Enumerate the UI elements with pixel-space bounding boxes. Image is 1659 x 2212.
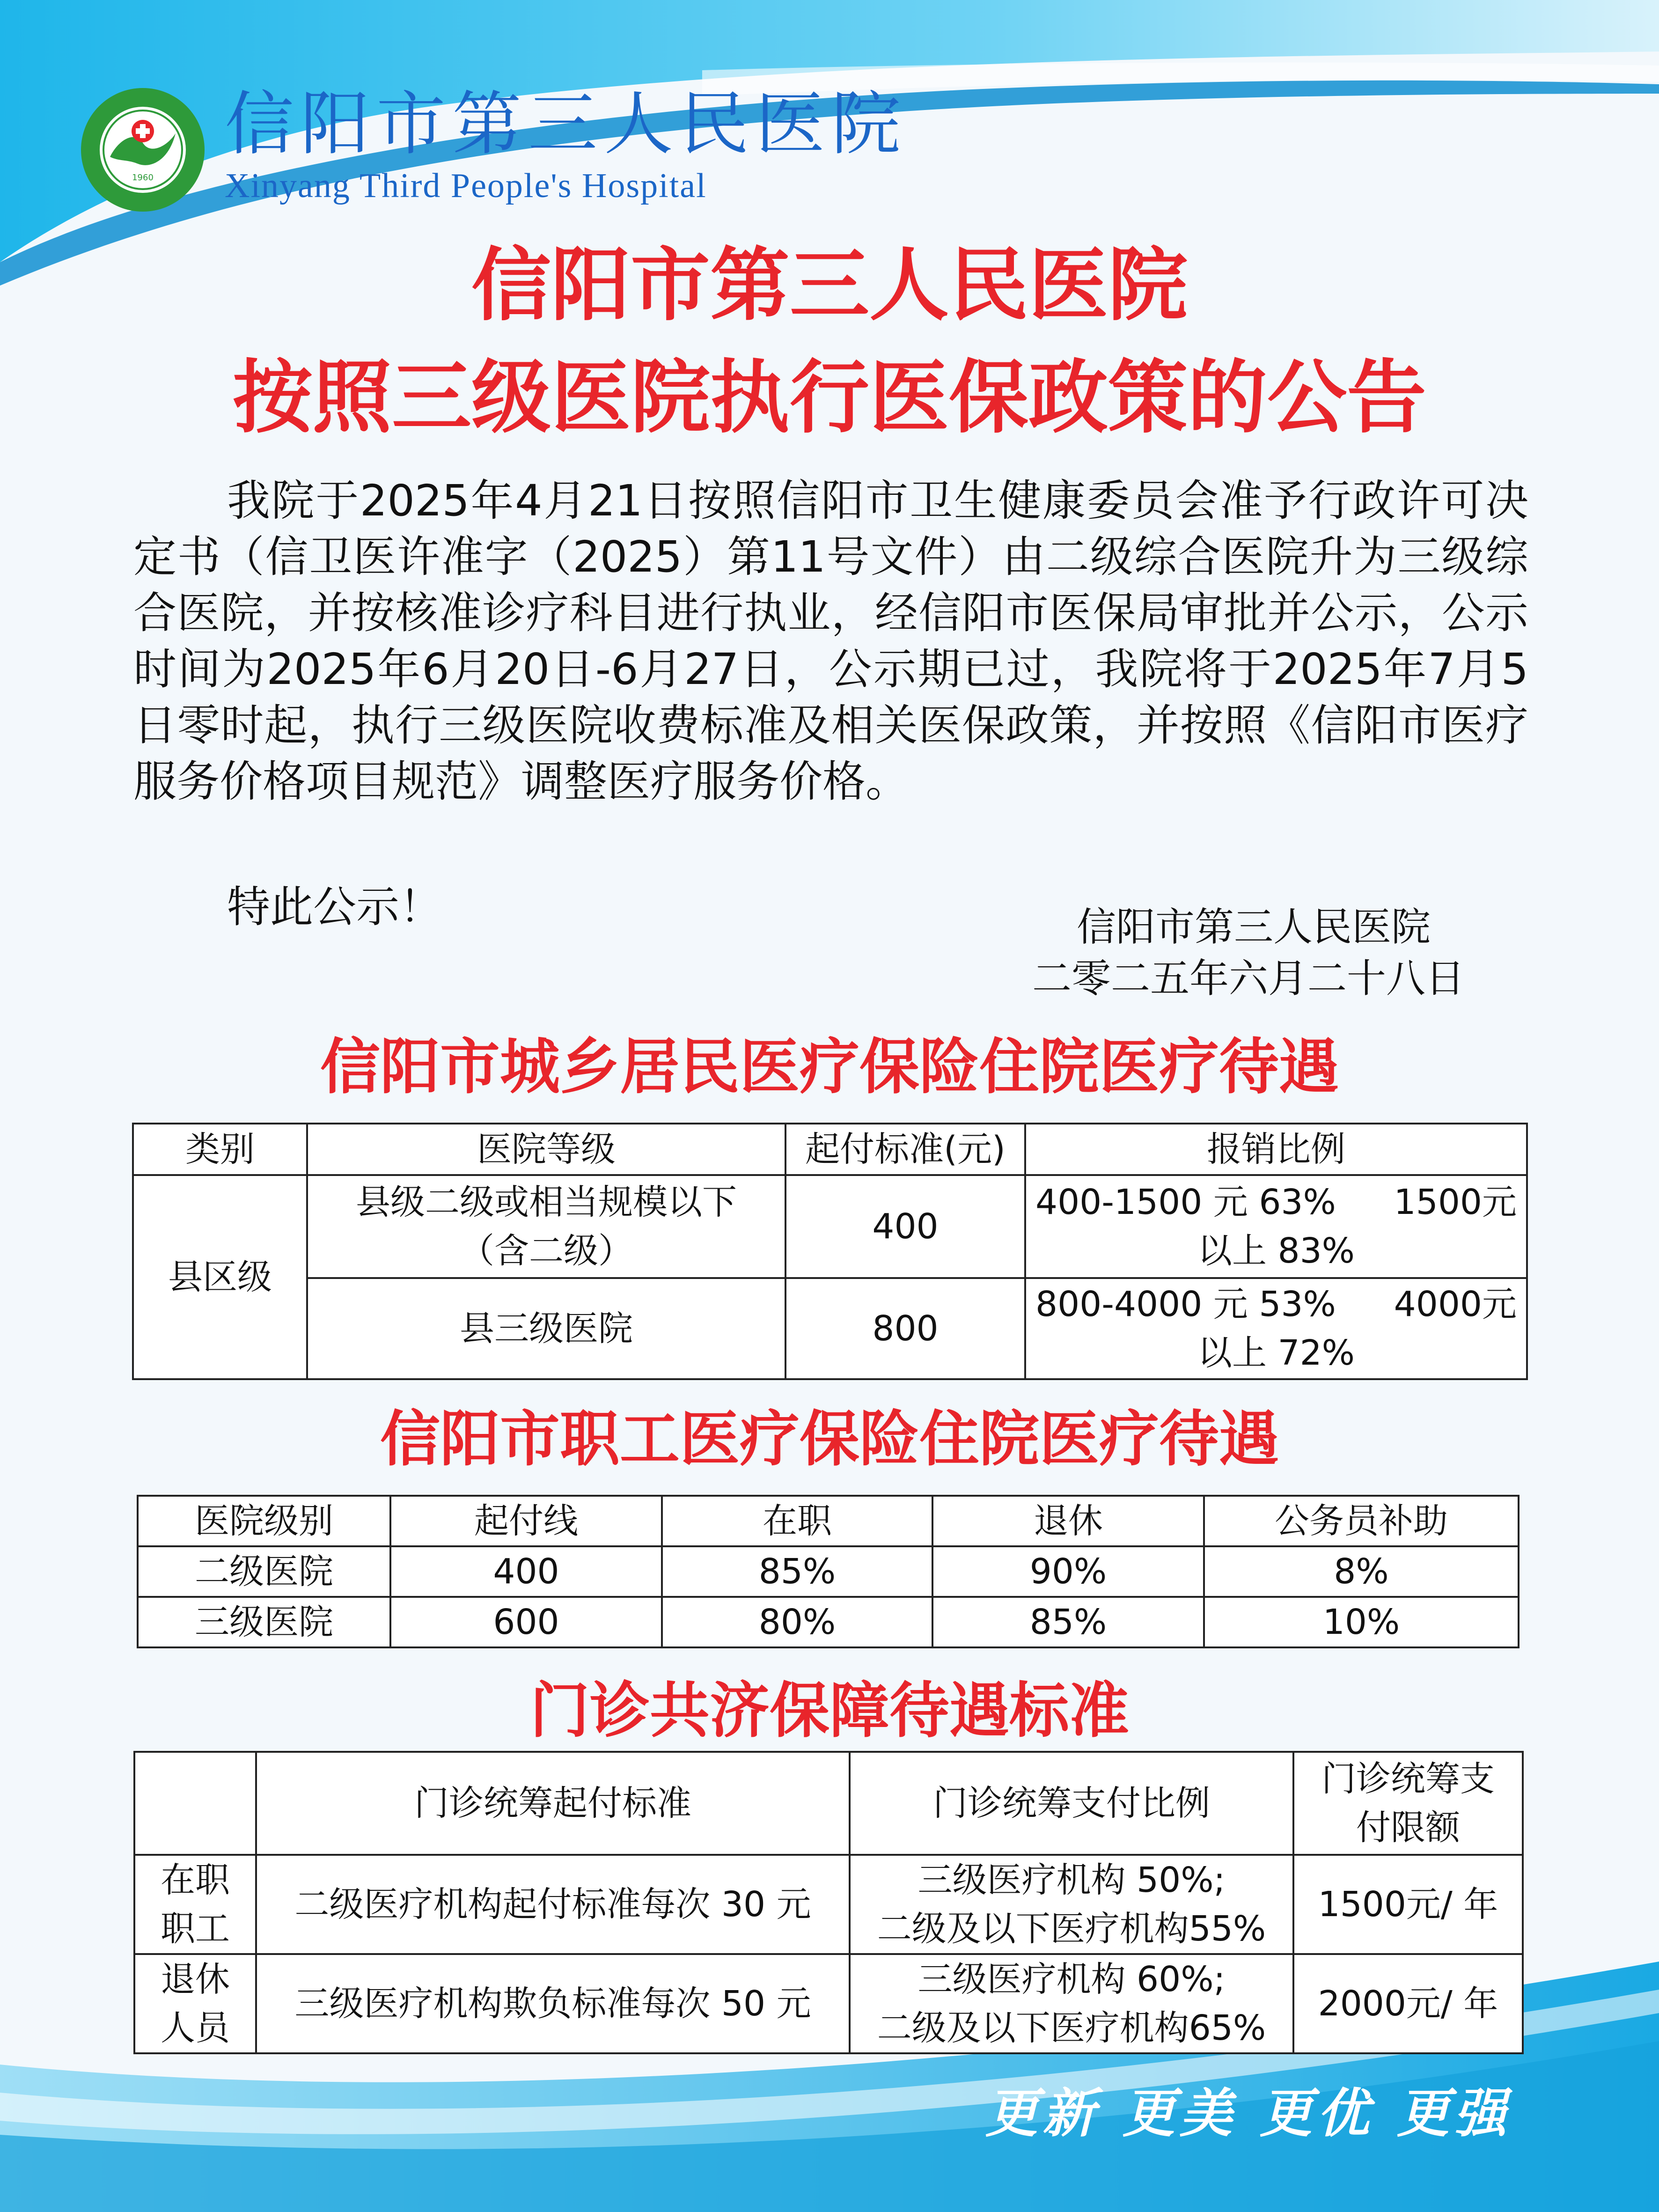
group-cell bbox=[134, 1855, 256, 1954]
table-cell: 85% bbox=[662, 1546, 932, 1597]
ratio-part: 以上 83% bbox=[1197, 1231, 1355, 1271]
notice-signature: 信阳市第三人民医院 bbox=[1077, 904, 1431, 950]
header-line: 付限额 bbox=[1356, 1808, 1460, 1848]
group-line: 在职 bbox=[161, 1860, 230, 1900]
ratio-cell bbox=[850, 1954, 1293, 2053]
table-cell: 85% bbox=[932, 1597, 1204, 1647]
table-row bbox=[138, 1597, 1519, 1647]
table-header-row bbox=[133, 1124, 1527, 1175]
table-cell: 400 bbox=[390, 1546, 662, 1597]
hospital-name-cn: 信阳市第三人民医院 bbox=[225, 84, 907, 164]
group-line: 退休 bbox=[161, 1959, 230, 1999]
threshold-cell: 400 bbox=[785, 1175, 1025, 1278]
table-cell: 三级医院 bbox=[138, 1597, 390, 1647]
employee-insurance-table bbox=[137, 1495, 1520, 1648]
header-cell: 医院等级 bbox=[307, 1124, 785, 1175]
section3-title: 门诊共济保障待遇标准 bbox=[529, 1676, 1129, 1746]
start-cell: 二级医疗机构起付标准每次 30 元 bbox=[256, 1855, 850, 1954]
ratio-part: 800-4000 元 53% bbox=[1035, 1284, 1336, 1324]
table-cell: 二级医院 bbox=[138, 1546, 390, 1597]
start-cell: 三级医疗机构欺负标准每次 50 元 bbox=[256, 1954, 850, 2053]
level-line: 县级二级或相当规模以下 bbox=[356, 1182, 737, 1222]
header-cell: 医院级别 bbox=[138, 1496, 390, 1546]
table-cell: 90% bbox=[932, 1546, 1204, 1597]
table-row bbox=[133, 1175, 1527, 1278]
header-line: 门诊统筹支 bbox=[1321, 1759, 1495, 1799]
logo-year: 1960 bbox=[132, 173, 154, 183]
category-cell: 县区级 bbox=[133, 1175, 307, 1379]
table-header-row bbox=[138, 1496, 1519, 1546]
table-row bbox=[134, 1855, 1523, 1954]
ratio-cell bbox=[1025, 1278, 1527, 1379]
table-row bbox=[134, 1954, 1523, 2053]
ratio-line: 三级医疗机构 60%; bbox=[918, 1959, 1226, 1999]
group-line: 职工 bbox=[161, 1909, 230, 1949]
header-cell: 类别 bbox=[133, 1124, 307, 1175]
hospital-logo bbox=[80, 87, 206, 213]
ratio-line: 二级及以下医疗机构65% bbox=[877, 2008, 1266, 2048]
hospital-level-cell: 县三级医院 bbox=[307, 1278, 785, 1379]
header-cell: 门诊统筹支付比例 bbox=[850, 1752, 1293, 1855]
table-row bbox=[138, 1546, 1519, 1597]
resident-insurance-table bbox=[132, 1123, 1528, 1380]
header-cell: 起付线 bbox=[390, 1496, 662, 1546]
header-cell: 公务员补助 bbox=[1204, 1496, 1519, 1546]
ratio-cell bbox=[850, 1855, 1293, 1954]
section2-title: 信阳市职工医疗保险住院医疗待遇 bbox=[380, 1404, 1279, 1474]
notice-title-line2: 按照三级医院执行医保政策的公告 bbox=[232, 352, 1426, 444]
table-row bbox=[133, 1278, 1527, 1379]
ratio-part: 4000元 bbox=[1394, 1284, 1517, 1324]
limit-cell: 2000元/ 年 bbox=[1293, 1954, 1523, 2053]
header-cell: 起付标准(元) bbox=[785, 1124, 1025, 1175]
table-cell: 8% bbox=[1204, 1546, 1519, 1597]
group-cell bbox=[134, 1954, 256, 2053]
table-header-row bbox=[134, 1752, 1523, 1855]
hospital-name-en: Xinyang Third People's Hospital bbox=[225, 167, 707, 205]
section1-title: 信阳市城乡居民医疗保险住院医疗待遇 bbox=[320, 1032, 1339, 1102]
header-cell: 门诊统筹起付标准 bbox=[256, 1752, 850, 1855]
ratio-part: 以上 72% bbox=[1197, 1333, 1355, 1373]
threshold-cell: 800 bbox=[785, 1278, 1025, 1379]
outpatient-table bbox=[133, 1751, 1524, 2054]
table-cell: 10% bbox=[1204, 1597, 1519, 1647]
ratio-line: 三级医疗机构 50%; bbox=[918, 1860, 1226, 1900]
header-cell: 报销比例 bbox=[1025, 1124, 1527, 1175]
group-line: 人员 bbox=[161, 2008, 230, 2048]
notice-title-line1: 信阳市第三人民医院 bbox=[471, 239, 1188, 332]
footer-slogan: 更新 更美 更优 更强 bbox=[985, 2083, 1511, 2144]
header-cell: 在职 bbox=[662, 1496, 932, 1546]
notice-paragraph: 我院于2025年4月21日按照信阳市卫生健康委员会准予行政许可决定书（信卫医许准字（2025）第11号文件）由二级综合医院升为三级综合医院，并按核准诊疗科目进行执业，经信阳市医保局审批并公示，公示时间为2025年6月20日-6月27日，公示期已过，我院将于2025年7月5日零时起，执行三级医院收费标准及相关医保政策，并按照《信阳市医疗服务价格项目规范》调整医疗服务价格。 bbox=[133, 476, 1528, 807]
ratio-line: 二级及以下医疗机构55% bbox=[877, 1909, 1266, 1949]
header-cell bbox=[1293, 1752, 1523, 1855]
ratio-part: 1500元 bbox=[1394, 1182, 1517, 1222]
notice-closing: 特此公示！ bbox=[227, 882, 443, 932]
level-line: （含二级） bbox=[460, 1231, 633, 1271]
notice-date: 二零二五年六月二十八日 bbox=[1032, 955, 1465, 1001]
header-cell bbox=[134, 1752, 256, 1855]
table-cell: 600 bbox=[390, 1597, 662, 1647]
ratio-cell bbox=[1025, 1175, 1527, 1278]
ratio-part: 400-1500 元 63% bbox=[1035, 1182, 1336, 1222]
header-cell: 退休 bbox=[932, 1496, 1204, 1546]
hospital-level-cell bbox=[307, 1175, 785, 1278]
limit-cell: 1500元/ 年 bbox=[1293, 1855, 1523, 1954]
table-cell: 80% bbox=[662, 1597, 932, 1647]
